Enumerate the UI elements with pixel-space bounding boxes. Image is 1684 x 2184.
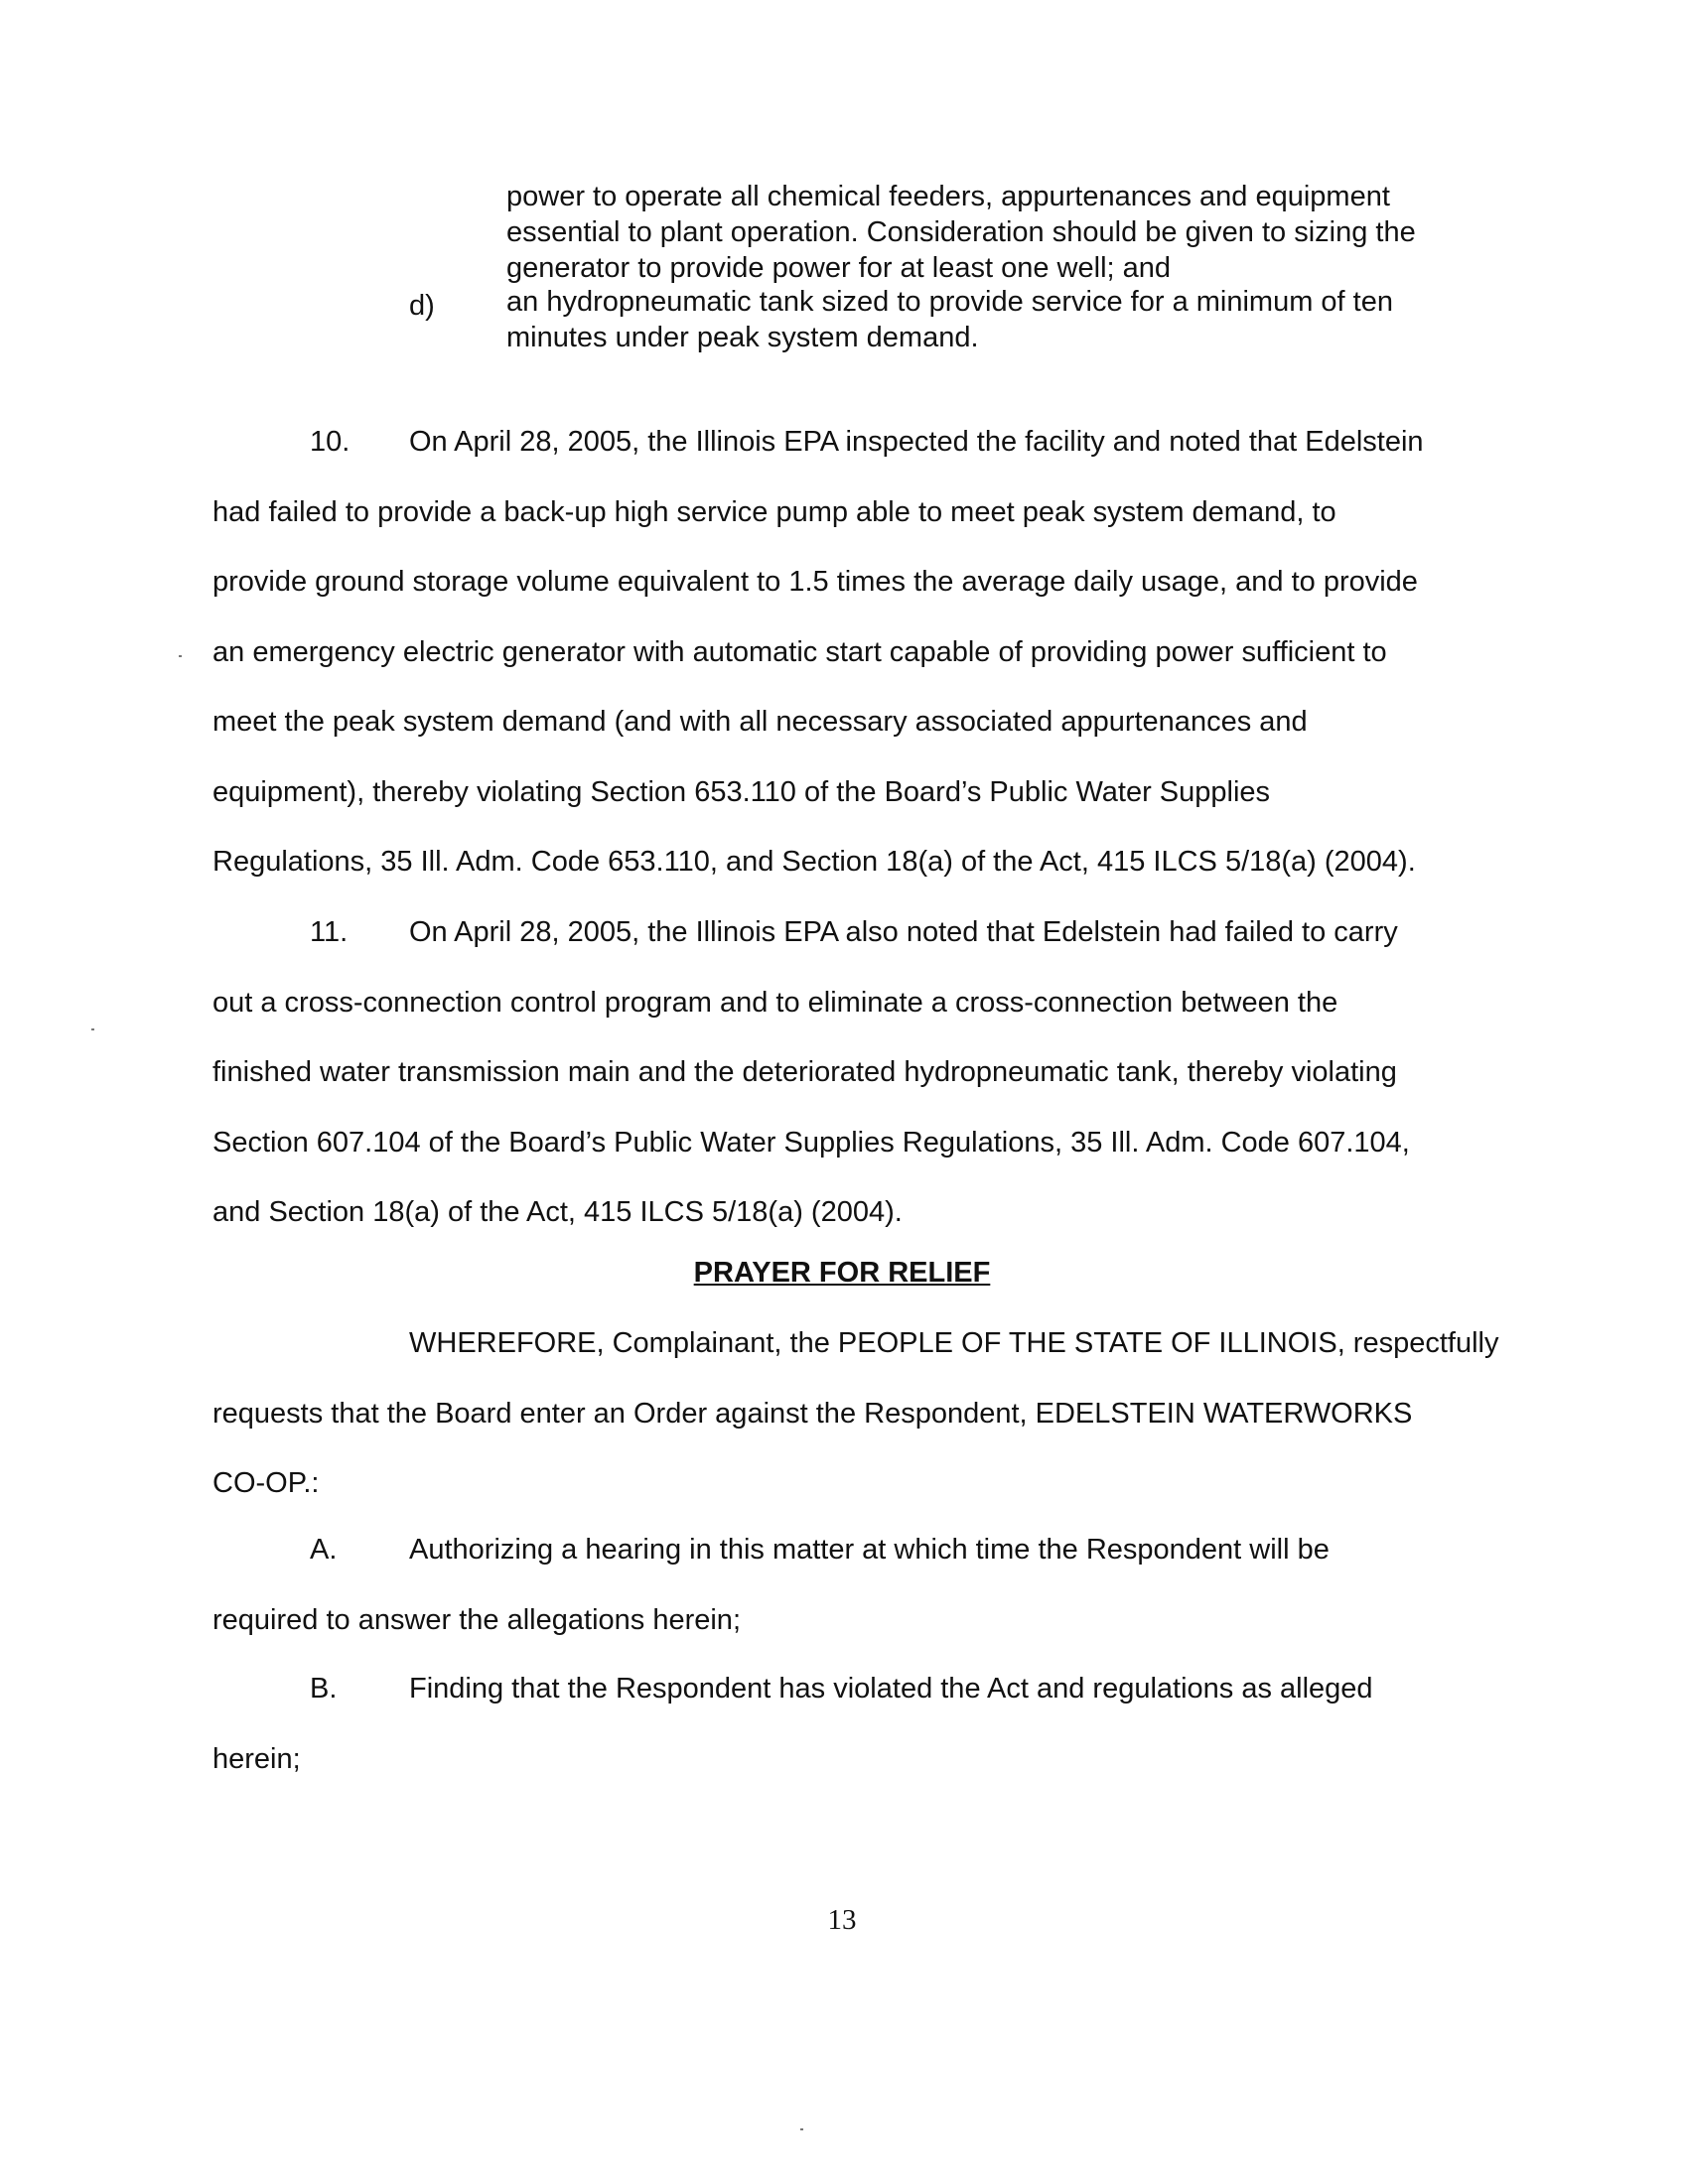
text-line: generator to provide power for at least one well; and <box>506 252 1172 284</box>
text-line-content: Finding that the Respondent has violated the Act and regulations as alleged <box>409 1673 1373 1705</box>
text-line: provide ground storage volume equivalent to 1.5 times the average daily usage, and to provide <box>212 566 1418 598</box>
text-line-content: On April 28, 2005, the Illinois EPA also noted that Edelstein had failed to carry <box>409 916 1398 948</box>
scan-speck <box>91 1028 94 1030</box>
text-line: herein; <box>212 1742 301 1775</box>
text-line <box>212 897 1493 968</box>
text-line <box>212 407 1493 478</box>
section-heading: PRAYER FOR RELIEF <box>693 1257 991 1289</box>
paragraph-number: 11. <box>310 916 349 948</box>
text-line <box>212 1654 1493 1724</box>
text-line: an emergency electric generator with automatic start capable of providing power sufficient to <box>212 635 1387 668</box>
text-line: and Section 18(a) of the Act, 415 ILCS 5/18(a) (2004). <box>212 1196 903 1228</box>
text-line: meet the peak system demand (and with all necessary associated appurtenances and <box>212 706 1308 738</box>
text-line: had failed to provide a back-up high service pump able to meet peak system demand, to <box>212 495 1336 528</box>
text-line: equipment), thereby violating Section 653.110 of the Board’s Public Water Supplies <box>212 775 1271 808</box>
relief-item-b <box>212 1654 1493 1794</box>
text-line: Section 607.104 of the Board’s Public Water Supplies Regulations, 35 Ill. Adm. Code 607.104, <box>212 1126 1410 1159</box>
text-line: out a cross-connection control program and to eliminate a cross-connection between the <box>212 986 1338 1019</box>
paragraph-10 <box>212 407 1493 897</box>
continued-list-text <box>506 179 1479 286</box>
wherefore-paragraph <box>212 1308 1499 1519</box>
text-line: Regulations, 35 Ill. Adm. Code 653.110, and Section 18(a) of the Act, 415 ILCS 5/18(a) (2004). <box>212 846 1416 878</box>
text-line-content: On April 28, 2005, the Illinois EPA inspected the facility and noted that Edelstein <box>409 426 1424 458</box>
text-line: minutes under peak system demand. <box>506 322 979 353</box>
text-line: requests that the Board enter an Order against the Respondent, EDELSTEIN WATERWORKS <box>212 1397 1413 1430</box>
text-line: CO-OP.: <box>212 1467 320 1499</box>
paragraph-number: 10. <box>310 426 351 458</box>
scan-speck <box>800 2128 803 2130</box>
item-label: B. <box>310 1673 338 1705</box>
text-line: essential to plant operation. Consideration should be given to sizing the <box>506 216 1416 248</box>
text-line-content: Authorizing a hearing in this matter at which time the Respondent will be <box>409 1534 1330 1566</box>
item-label: A. <box>310 1534 338 1566</box>
list-item-d-text <box>506 284 1479 355</box>
text-line: an hydropneumatic tank sized to provide service for a minimum of ten <box>506 286 1393 318</box>
text-line: required to answer the allegations herein; <box>212 1603 741 1636</box>
text-line: power to operate all chemical feeders, appurtenances and equipment <box>506 181 1390 212</box>
text-line: finished water transmission main and the deteriorated hydropneumatic tank, thereby violating <box>212 1056 1397 1088</box>
list-item-d-label: d) <box>409 290 435 322</box>
text-line <box>212 1515 1493 1585</box>
paragraph-11 <box>212 897 1493 1248</box>
relief-item-a <box>212 1515 1493 1655</box>
text-line <box>212 1308 1499 1379</box>
scan-speck <box>179 655 182 657</box>
text-line-content: WHEREFORE, Complainant, the PEOPLE OF THE STATE OF ILLINOIS, respectfully <box>409 1327 1499 1359</box>
page-number: 13 <box>827 1904 857 1936</box>
